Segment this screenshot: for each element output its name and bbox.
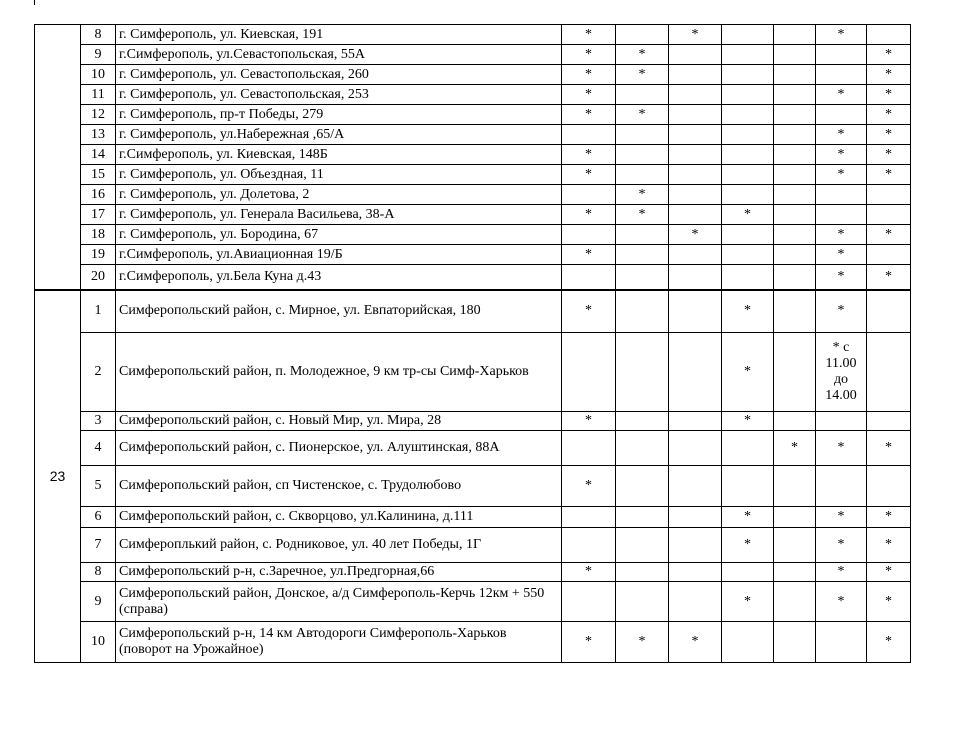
mark-cell: * xyxy=(669,622,722,663)
table-row xyxy=(35,622,911,663)
mark-cell xyxy=(616,125,669,145)
mark-cell xyxy=(722,245,774,265)
table-row xyxy=(35,431,911,466)
table-row xyxy=(35,563,911,582)
address-cell: г. Симферополь, ул. Бородина, 67 xyxy=(116,225,562,245)
address-cell: г.Симферополь, ул.Севастопольская, 55А xyxy=(116,45,562,65)
mark-cell: * xyxy=(816,528,867,563)
mark-cell: * xyxy=(616,105,669,125)
mark-cell xyxy=(816,65,867,85)
table-row xyxy=(35,412,911,431)
mark-cell xyxy=(562,528,616,563)
mark-cell xyxy=(722,622,774,663)
mark-cell xyxy=(774,290,816,333)
mark-cell: * xyxy=(562,85,616,105)
table-row xyxy=(35,165,911,185)
mark-cell: * с 11.00 до 14.00 xyxy=(816,333,867,412)
mark-cell xyxy=(867,412,911,431)
mark-cell xyxy=(816,622,867,663)
mark-cell xyxy=(616,582,669,622)
table-row xyxy=(35,25,911,45)
table-row xyxy=(35,528,911,563)
mark-cell xyxy=(774,185,816,205)
table-row xyxy=(35,245,911,265)
row-number-cell: 7 xyxy=(81,528,116,563)
mark-cell xyxy=(669,265,722,290)
mark-cell xyxy=(669,507,722,528)
group-number-cell xyxy=(35,25,81,290)
mark-cell xyxy=(867,245,911,265)
address-cell: Симфероплький район, с. Родниковое, ул. 40 лет Победы, 1Г xyxy=(116,528,562,563)
mark-cell xyxy=(616,245,669,265)
mark-cell xyxy=(616,85,669,105)
mark-cell xyxy=(722,45,774,65)
table-row xyxy=(35,333,911,412)
mark-cell xyxy=(722,65,774,85)
row-number-cell: 6 xyxy=(81,507,116,528)
table-row xyxy=(35,125,911,145)
mark-cell xyxy=(774,85,816,105)
mark-cell xyxy=(774,145,816,165)
page-corner-mark xyxy=(34,0,35,5)
mark-cell xyxy=(669,333,722,412)
address-cell: Симферопольский р-н, 14 км Автодороги Симферополь-Харьков (поворот на Урожайное) xyxy=(116,622,562,663)
address-cell: Симферопольский район, Донское, а/д Симферополь-Керчь 12км + 550 (справа) xyxy=(116,582,562,622)
address-cell: г. Симферополь, ул. Долетова, 2 xyxy=(116,185,562,205)
row-number-cell: 15 xyxy=(81,165,116,185)
mark-cell xyxy=(669,431,722,466)
mark-cell xyxy=(669,290,722,333)
mark-cell xyxy=(774,466,816,507)
mark-cell: * xyxy=(867,145,911,165)
row-number-cell: 14 xyxy=(81,145,116,165)
row-number-cell: 9 xyxy=(81,582,116,622)
mark-cell xyxy=(774,563,816,582)
mark-cell xyxy=(669,105,722,125)
mark-cell xyxy=(816,45,867,65)
mark-cell xyxy=(774,105,816,125)
table-row xyxy=(35,290,911,333)
address-cell: г.Симферополь, ул.Авиационная 19/Б xyxy=(116,245,562,265)
mark-cell xyxy=(774,65,816,85)
mark-cell xyxy=(616,563,669,582)
outlets-table xyxy=(34,24,911,663)
mark-cell xyxy=(562,125,616,145)
mark-cell xyxy=(816,185,867,205)
mark-cell: * xyxy=(816,507,867,528)
mark-cell xyxy=(562,431,616,466)
mark-cell: * xyxy=(867,431,911,466)
mark-cell xyxy=(816,466,867,507)
mark-cell xyxy=(722,563,774,582)
mark-cell xyxy=(562,582,616,622)
mark-cell: * xyxy=(816,125,867,145)
mark-cell xyxy=(722,431,774,466)
mark-cell: * xyxy=(867,582,911,622)
row-number-cell: 20 xyxy=(81,265,116,290)
mark-cell: * xyxy=(722,333,774,412)
mark-cell: * xyxy=(816,165,867,185)
address-cell: г. Симферополь, ул. Севастопольская, 260 xyxy=(116,65,562,85)
mark-cell: * xyxy=(562,466,616,507)
table-row xyxy=(35,65,911,85)
row-number-cell: 8 xyxy=(81,563,116,582)
mark-cell: * xyxy=(669,25,722,45)
mark-cell xyxy=(616,290,669,333)
mark-cell xyxy=(722,85,774,105)
table-row xyxy=(35,45,911,65)
mark-cell xyxy=(669,185,722,205)
row-number-cell: 13 xyxy=(81,125,116,145)
address-cell: г. Симферополь, ул. Киевская, 191 xyxy=(116,25,562,45)
mark-cell: * xyxy=(867,125,911,145)
address-cell: Симферопольский район, с. Новый Мир, ул. Мира, 28 xyxy=(116,412,562,431)
mark-cell xyxy=(616,431,669,466)
address-cell: г.Симферополь, ул.Бела Куна д.43 xyxy=(116,265,562,290)
row-number-cell: 16 xyxy=(81,185,116,205)
mark-cell xyxy=(669,528,722,563)
mark-cell: * xyxy=(816,145,867,165)
mark-cell: * xyxy=(562,290,616,333)
mark-cell: * xyxy=(562,65,616,85)
mark-cell xyxy=(816,205,867,225)
table-row xyxy=(35,105,911,125)
mark-cell: * xyxy=(562,622,616,663)
mark-cell: * xyxy=(867,563,911,582)
table-row xyxy=(35,225,911,245)
mark-cell xyxy=(616,225,669,245)
mark-cell: * xyxy=(867,165,911,185)
mark-cell xyxy=(722,466,774,507)
table-row xyxy=(35,205,911,225)
row-number-cell: 12 xyxy=(81,105,116,125)
mark-cell xyxy=(669,125,722,145)
row-number-cell: 9 xyxy=(81,45,116,65)
mark-cell xyxy=(816,412,867,431)
mark-cell xyxy=(774,528,816,563)
mark-cell: * xyxy=(616,45,669,65)
address-cell: Симферопольский район, с. Пионерское, ул. Алуштинская, 88А xyxy=(116,431,562,466)
mark-cell xyxy=(669,65,722,85)
mark-cell: * xyxy=(616,185,669,205)
mark-cell xyxy=(774,25,816,45)
mark-cell xyxy=(774,333,816,412)
mark-cell xyxy=(669,412,722,431)
mark-cell xyxy=(669,165,722,185)
mark-cell: * xyxy=(774,431,816,466)
mark-cell xyxy=(867,466,911,507)
mark-cell xyxy=(774,245,816,265)
address-cell: г. Симферополь, ул. Объездная, 11 xyxy=(116,165,562,185)
mark-cell xyxy=(669,85,722,105)
mark-cell: * xyxy=(562,412,616,431)
mark-cell: * xyxy=(867,528,911,563)
mark-cell xyxy=(867,290,911,333)
group-number-cell: 23 xyxy=(35,290,81,663)
table-row xyxy=(35,582,911,622)
row-number-cell: 10 xyxy=(81,65,116,85)
address-cell: Симферопольский район, сп Чистенское, с. Трудолюбово xyxy=(116,466,562,507)
mark-cell xyxy=(867,205,911,225)
mark-cell xyxy=(616,165,669,185)
table-row xyxy=(35,507,911,528)
mark-cell: * xyxy=(722,412,774,431)
row-number-cell: 4 xyxy=(81,431,116,466)
address-cell: г. Симферополь, пр-т Победы, 279 xyxy=(116,105,562,125)
mark-cell xyxy=(616,145,669,165)
mark-cell: * xyxy=(722,205,774,225)
row-number-cell: 1 xyxy=(81,290,116,333)
mark-cell: * xyxy=(867,225,911,245)
mark-cell xyxy=(616,507,669,528)
row-number-cell: 5 xyxy=(81,466,116,507)
mark-cell xyxy=(867,185,911,205)
table-row xyxy=(35,85,911,105)
mark-cell xyxy=(774,165,816,185)
mark-cell xyxy=(774,622,816,663)
row-number-cell: 17 xyxy=(81,205,116,225)
mark-cell xyxy=(616,25,669,45)
address-cell: Симферопольский район, п. Молодежное, 9 км тр-сы Симф-Харьков xyxy=(116,333,562,412)
mark-cell xyxy=(722,125,774,145)
address-cell: Симферопольский район, с. Мирное, ул. Евпаторийская, 180 xyxy=(116,290,562,333)
mark-cell: * xyxy=(562,563,616,582)
mark-cell xyxy=(867,333,911,412)
mark-cell xyxy=(867,25,911,45)
mark-cell: * xyxy=(616,622,669,663)
mark-cell xyxy=(616,333,669,412)
mark-cell xyxy=(774,507,816,528)
mark-cell xyxy=(669,45,722,65)
mark-cell: * xyxy=(816,431,867,466)
mark-cell: * xyxy=(722,582,774,622)
address-cell: г. Симферополь, ул. Генерала Васильева, 38-А xyxy=(116,205,562,225)
mark-cell xyxy=(669,466,722,507)
mark-cell xyxy=(562,265,616,290)
address-cell: Симферопольский район, с. Скворцово, ул.Калинина, д.111 xyxy=(116,507,562,528)
mark-cell: * xyxy=(816,265,867,290)
mark-cell xyxy=(562,185,616,205)
mark-cell: * xyxy=(867,622,911,663)
row-number-cell: 3 xyxy=(81,412,116,431)
mark-cell xyxy=(774,265,816,290)
row-number-cell: 11 xyxy=(81,85,116,105)
table-row xyxy=(35,145,911,165)
mark-cell xyxy=(669,582,722,622)
mark-cell xyxy=(722,165,774,185)
mark-cell: * xyxy=(816,582,867,622)
mark-cell xyxy=(722,225,774,245)
row-number-cell: 8 xyxy=(81,25,116,45)
mark-cell: * xyxy=(867,45,911,65)
mark-cell xyxy=(774,412,816,431)
mark-cell xyxy=(722,105,774,125)
mark-cell xyxy=(774,45,816,65)
mark-cell: * xyxy=(562,245,616,265)
address-cell: г. Симферополь, ул.Набережная ,65/А xyxy=(116,125,562,145)
mark-cell xyxy=(774,225,816,245)
mark-cell: * xyxy=(669,225,722,245)
mark-cell: * xyxy=(616,205,669,225)
mark-cell xyxy=(562,507,616,528)
row-number-cell: 19 xyxy=(81,245,116,265)
mark-cell: * xyxy=(816,225,867,245)
mark-cell: * xyxy=(816,290,867,333)
address-cell: г.Симферополь, ул. Киевская, 148Б xyxy=(116,145,562,165)
mark-cell xyxy=(722,265,774,290)
mark-cell xyxy=(562,333,616,412)
mark-cell xyxy=(774,125,816,145)
mark-cell xyxy=(722,25,774,45)
mark-cell: * xyxy=(722,528,774,563)
table-row xyxy=(35,466,911,507)
address-cell: г. Симферополь, ул. Севастопольская, 253 xyxy=(116,85,562,105)
mark-cell xyxy=(816,105,867,125)
mark-cell xyxy=(616,528,669,563)
mark-cell xyxy=(562,225,616,245)
mark-cell xyxy=(722,145,774,165)
row-number-cell: 2 xyxy=(81,333,116,412)
mark-cell: * xyxy=(867,85,911,105)
table-row xyxy=(35,265,911,290)
mark-cell: * xyxy=(722,290,774,333)
mark-cell: * xyxy=(816,563,867,582)
mark-cell: * xyxy=(867,265,911,290)
mark-cell: * xyxy=(562,105,616,125)
mark-cell: * xyxy=(816,25,867,45)
row-number-cell: 18 xyxy=(81,225,116,245)
mark-cell: * xyxy=(867,507,911,528)
mark-cell: * xyxy=(616,65,669,85)
mark-cell: * xyxy=(562,45,616,65)
mark-cell xyxy=(669,563,722,582)
mark-cell xyxy=(774,205,816,225)
mark-cell xyxy=(669,245,722,265)
mark-cell xyxy=(774,582,816,622)
mark-cell xyxy=(722,185,774,205)
mark-cell xyxy=(669,205,722,225)
mark-cell xyxy=(616,466,669,507)
mark-cell xyxy=(616,412,669,431)
mark-cell: * xyxy=(562,205,616,225)
mark-cell: * xyxy=(562,145,616,165)
table-row xyxy=(35,185,911,205)
mark-cell: * xyxy=(816,85,867,105)
row-number-cell: 10 xyxy=(81,622,116,663)
mark-cell xyxy=(669,145,722,165)
mark-cell: * xyxy=(867,105,911,125)
address-cell: Симферопольский р-н, с.Заречное, ул.Предгорная,66 xyxy=(116,563,562,582)
mark-cell: * xyxy=(562,25,616,45)
mark-cell: * xyxy=(816,245,867,265)
mark-cell: * xyxy=(722,507,774,528)
mark-cell: * xyxy=(562,165,616,185)
mark-cell xyxy=(616,265,669,290)
mark-cell: * xyxy=(867,65,911,85)
